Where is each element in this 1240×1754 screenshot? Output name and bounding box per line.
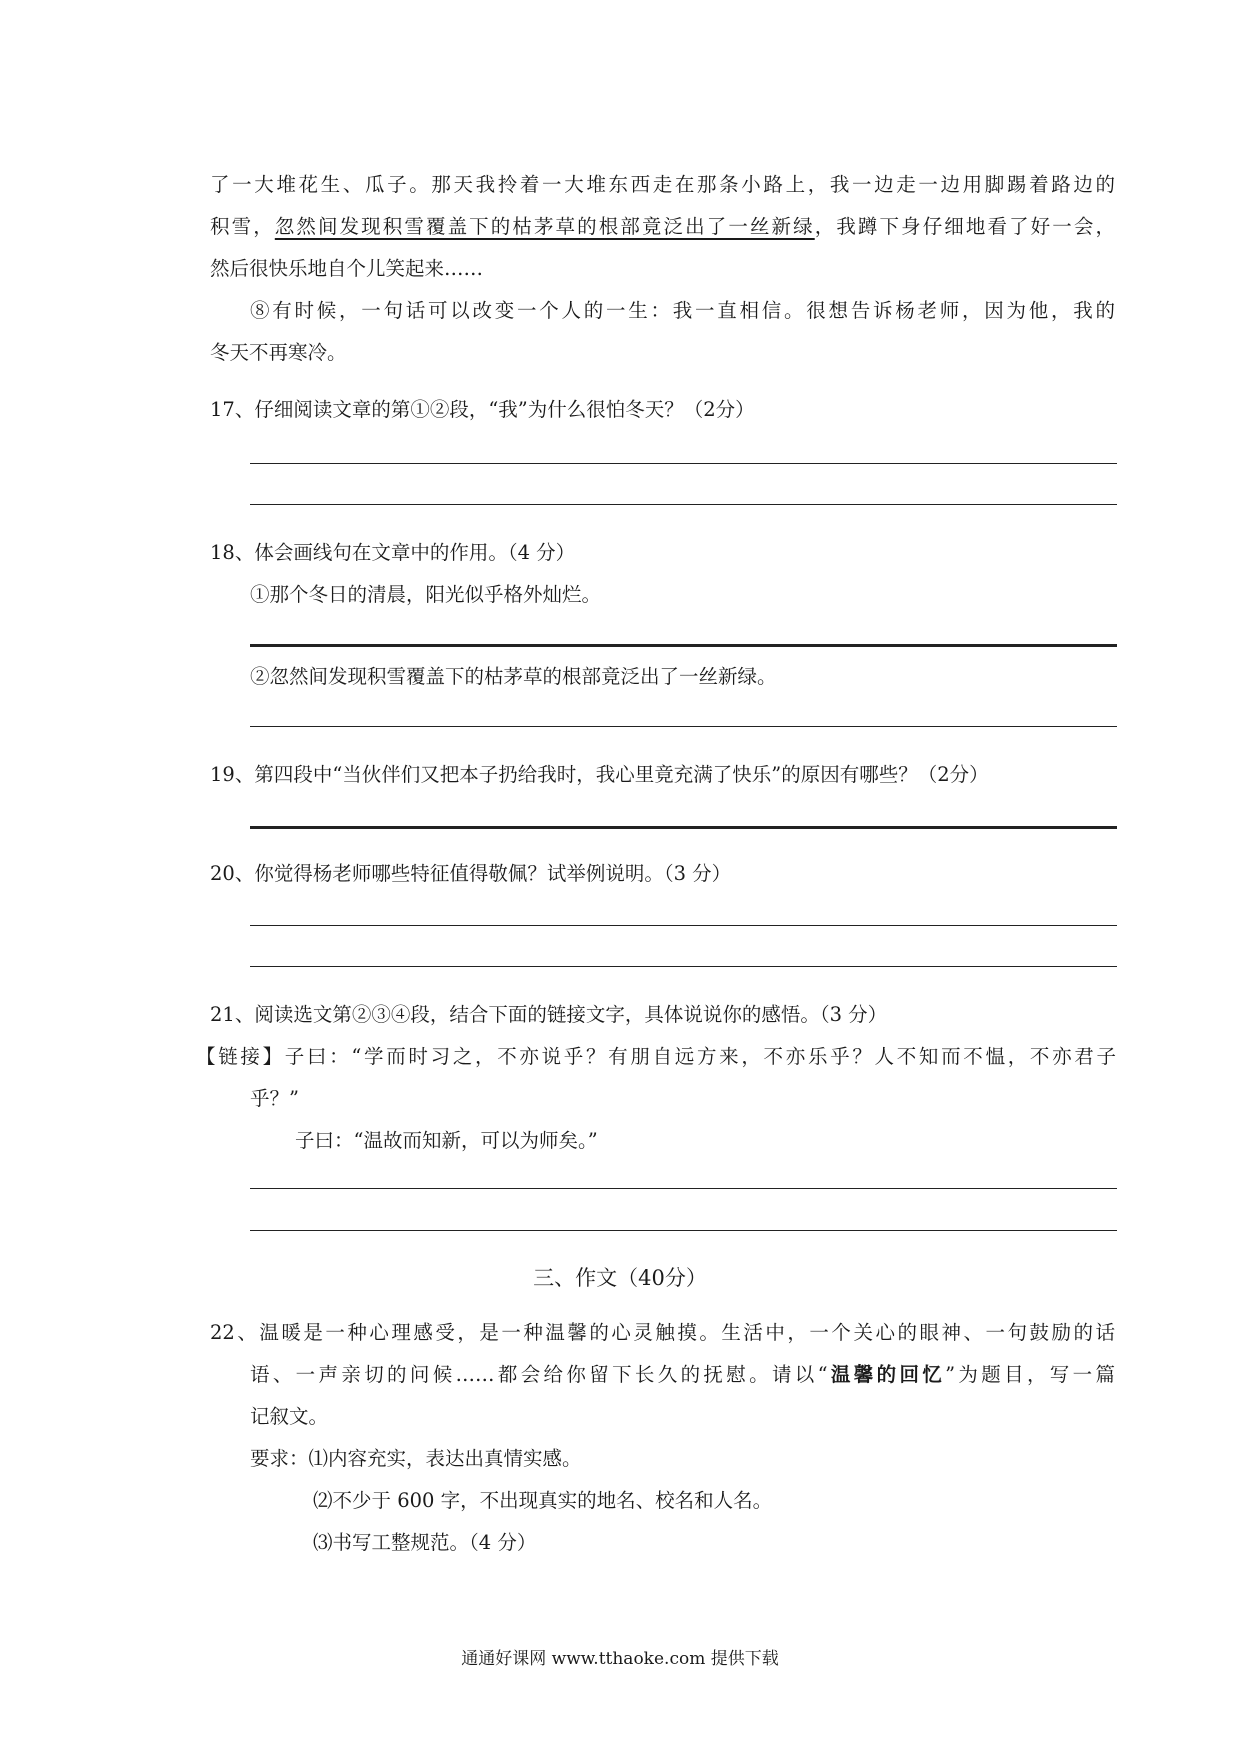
requirement-2: ⑵不少于 600 字，不出现真实的地名、校名和人名。 xyxy=(313,1489,773,1512)
q22-text: ”为题目，写一篇 xyxy=(945,1363,1115,1386)
question-22: 22、温暖是一种心理感受，是一种温馨的心灵触摸。生活中，一个关心的眼神、一句鼓励的话 xyxy=(210,1321,1115,1344)
q22-text: 语、一声亲切的问候……都会给你留下长久的抚慰。请以“ xyxy=(250,1363,828,1386)
section-heading: 三、作文（40分） xyxy=(533,1266,707,1290)
question-17: 17、仔细阅读文章的第①②段，“我”为什么很怕冬天？（2分） xyxy=(210,398,755,421)
passage-line: 了一大堆花生、瓜子。那天我拎着一大堆东西走在那条小路上，我一边走一边用脚踢着路边的 xyxy=(210,173,1115,196)
page-footer: 通通好课网 www.tthaoke.com 提供下载 xyxy=(461,1649,779,1669)
answer-line[interactable] xyxy=(250,966,1117,967)
paragraph-8: ⑧有时候，一句话可以改变一个人的一生：我一直相信。很想告诉杨老师，因为他，我的 xyxy=(250,299,1115,322)
answer-line[interactable] xyxy=(250,463,1117,464)
link-text: 【链接】子曰：“学而时习之，不亦说乎？有朋自远方来，不亦乐乎？人不知而不愠，不亦君子 xyxy=(196,1045,1116,1068)
passage-line: 然后很快乐地自个儿笑起来…… xyxy=(210,257,484,280)
question-22-line xyxy=(250,1362,1115,1388)
question-18-item-1: ①那个冬日的清晨，阳光似乎格外灿烂。 xyxy=(250,583,602,606)
passage-text: 积雪， xyxy=(210,215,275,238)
answer-line[interactable] xyxy=(250,826,1117,829)
question-18: 18、体会画线句在文章中的作用。（4 分） xyxy=(210,541,576,564)
link-text: 乎？” xyxy=(250,1087,299,1110)
question-18-item-2: ②忽然间发现积雪覆盖下的枯茅草的根部竟泛出了一丝新绿。 xyxy=(250,665,777,688)
answer-line[interactable] xyxy=(250,925,1117,926)
passage-text: ，我蹲下身仔细地看了好一会， xyxy=(814,215,1115,238)
requirement-3: ⑶书写工整规范。（4 分） xyxy=(313,1531,537,1554)
underlined-sentence: 忽然间发现积雪覆盖下的枯茅草的根部竟泛出了一丝新绿 xyxy=(274,215,815,238)
link-quote: 子曰：“温故而知新，可以为师矣。” xyxy=(295,1129,598,1152)
question-19: 19、第四段中“当伙伴们又把本子扔给我时，我心里竟充满了快乐”的原因有哪些？（2分） xyxy=(210,763,989,786)
requirement-1: 要求：⑴内容充实，表达出真情实感。 xyxy=(250,1447,582,1470)
question-21: 21、阅读选文第②③④段，结合下面的链接文字，具体说说你的感悟。（3 分） xyxy=(210,1003,888,1026)
question-20: 20、你觉得杨老师哪些特征值得敬佩？试举例说明。（3 分） xyxy=(210,862,732,885)
question-22-line: 记叙文。 xyxy=(250,1405,329,1428)
passage-line xyxy=(210,214,1115,240)
answer-line[interactable] xyxy=(250,1230,1117,1231)
answer-line[interactable] xyxy=(250,1188,1117,1189)
answer-line[interactable] xyxy=(250,644,1117,647)
answer-line[interactable] xyxy=(250,504,1117,505)
essay-title: 温馨的回忆 xyxy=(827,1363,946,1386)
passage-line: 冬天不再寒冷。 xyxy=(210,341,347,364)
answer-line[interactable] xyxy=(250,726,1117,727)
